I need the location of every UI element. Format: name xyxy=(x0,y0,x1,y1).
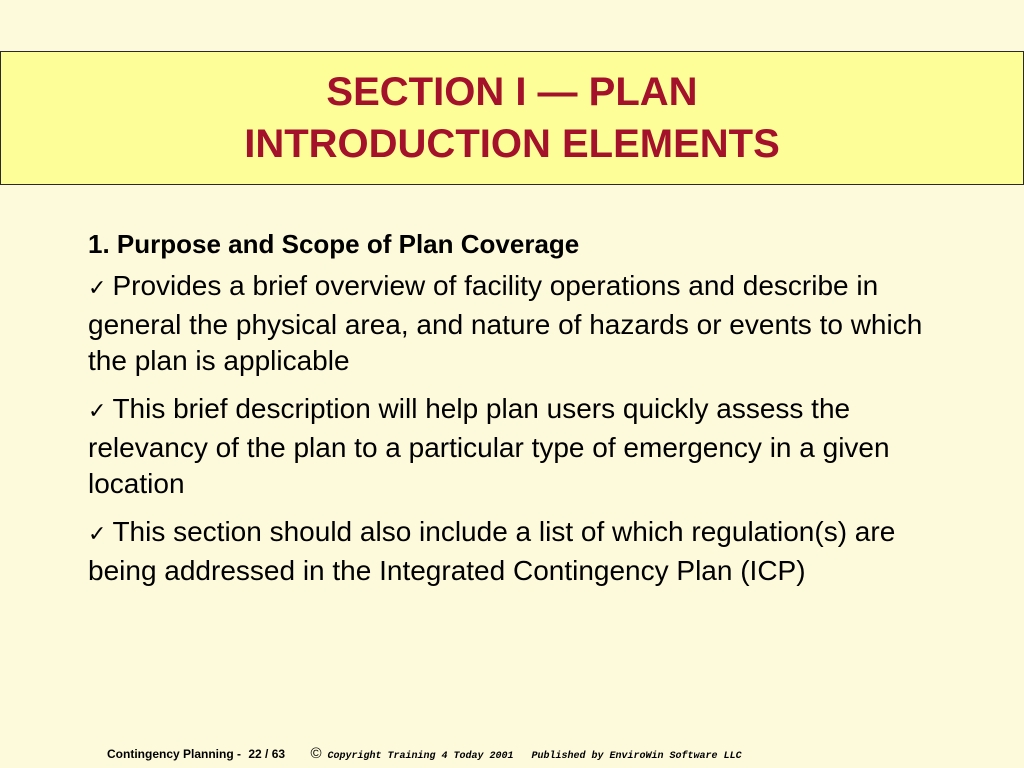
copyright-text: Copyright Training 4 Today 2001 xyxy=(327,751,514,762)
checkmark-icon: ✓ xyxy=(88,399,107,424)
bullet-item xyxy=(88,391,928,502)
page-separator: / xyxy=(265,747,269,761)
page-total: 63 xyxy=(271,747,286,761)
slide-title-line-2: INTRODUCTION ELEMENTS xyxy=(244,122,780,166)
bullet-item xyxy=(88,514,928,589)
bullet-text: Provides a brief overview of facility operations and describe in general the physical area, and nature of hazards or events to which the plan is applicable xyxy=(88,270,923,376)
publisher-text: Published by EnviroWin Software LLC xyxy=(531,751,742,762)
page-current: 22 xyxy=(248,747,262,761)
slide-title-line-1: SECTION I — PLAN xyxy=(326,70,698,114)
deck-name: Contingency Planning - xyxy=(107,747,241,761)
checkmark-icon: ✓ xyxy=(88,522,107,547)
section-heading: 1. Purpose and Scope of Plan Coverage xyxy=(88,229,580,259)
bullet-item xyxy=(88,268,928,379)
slide-footer xyxy=(107,746,742,765)
checkmark-icon: ✓ xyxy=(88,276,107,301)
copyright-icon: © xyxy=(310,745,322,762)
bullet-text: This brief description will help plan users quickly assess the relevancy of the plan to a particular type of emergency in a given location xyxy=(88,393,890,499)
bullet-text: This section should also include a list of which regulation(s) are being addressed in the Integrated Contingency Plan (ICP) xyxy=(88,516,896,586)
slide-title-box xyxy=(0,51,1024,185)
page-indicator xyxy=(248,747,285,761)
slide-body xyxy=(88,226,928,601)
